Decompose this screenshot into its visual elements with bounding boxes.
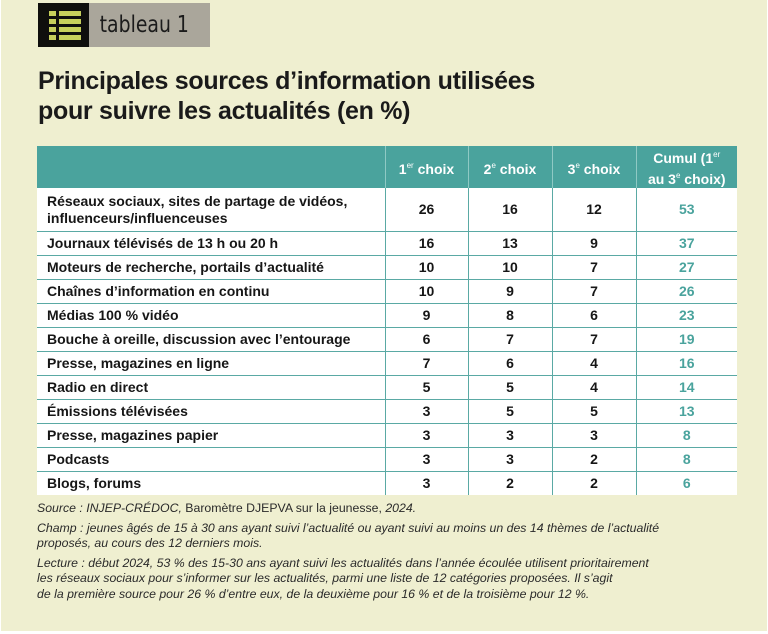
- row-label: Moteurs de recherche, portails d’actualité: [37, 256, 385, 280]
- row-label: Réseaux sociaux, sites de partage de vidéos, influenceurs/influenceuses: [47, 192, 348, 226]
- cell-choice-1: 10: [385, 280, 468, 304]
- cell-choice-1: 6: [385, 328, 468, 352]
- header-source: [37, 146, 385, 188]
- cell-cumul: 6: [636, 472, 737, 496]
- table-row: [37, 352, 737, 376]
- table-row: [37, 424, 737, 448]
- cell-cumul: 23: [636, 304, 737, 328]
- cell-choice-1: 3: [385, 400, 468, 424]
- cell-choice-3: 2: [552, 448, 636, 472]
- cell-choice-2: 2: [468, 472, 552, 496]
- cell-choice-2: 5: [468, 376, 552, 400]
- header-choice-3: 3e choix: [552, 146, 636, 188]
- cell-choice-1: 7: [385, 352, 468, 376]
- row-label: Radio en direct: [37, 376, 385, 400]
- table-row: [37, 280, 737, 304]
- row-label: Presse, magazines en ligne: [37, 352, 385, 376]
- scope-note: Champ : jeunes âgés de 15 à 30 ans ayant suivi l’actualité ou ayant suivi au moins un des 14 thèmes de l’actualité proposés, au cours des 12 derniers mois.: [37, 520, 660, 550]
- table-title: [38, 66, 535, 126]
- table-row: [37, 232, 737, 256]
- cell-cumul: 16: [636, 352, 737, 376]
- cell-cumul: 37: [636, 232, 737, 256]
- row-label: Émissions télévisées: [37, 400, 385, 424]
- cell-cumul: 53: [636, 188, 737, 232]
- cell-choice-2: 6: [468, 352, 552, 376]
- cell-choice-3: 7: [552, 256, 636, 280]
- cell-choice-2: 10: [468, 256, 552, 280]
- row-label: Bouche à oreille, discussion avec l’entourage: [37, 328, 385, 352]
- cell-cumul: 14: [636, 376, 737, 400]
- cell-choice-3: 2: [552, 472, 636, 496]
- data-table: [37, 146, 737, 495]
- row-label: Chaînes d’information en continu: [37, 280, 385, 304]
- cell-choice-3: 4: [552, 352, 636, 376]
- cell-choice-3: 9: [552, 232, 636, 256]
- cell-choice-2: 9: [468, 280, 552, 304]
- cell-choice-3: 7: [552, 280, 636, 304]
- cell-choice-3: 7: [552, 328, 636, 352]
- table-notes: [37, 501, 737, 606]
- title-line-2: pour suivre les actualités (en %): [38, 97, 411, 125]
- row-label: Journaux télévisés de 13 h ou 20 h: [37, 232, 385, 256]
- cell-cumul: 19: [636, 328, 737, 352]
- cell-choice-1: 10: [385, 256, 468, 280]
- table-row: [37, 448, 737, 472]
- cell-choice-3: 6: [552, 304, 636, 328]
- table-row: [37, 304, 737, 328]
- table-number-label: tableau 1: [89, 3, 210, 47]
- cell-choice-2: 3: [468, 448, 552, 472]
- cell-choice-2: 5: [468, 400, 552, 424]
- row-label: Presse, magazines papier: [37, 424, 385, 448]
- reading-note: Lecture : début 2024, 53 % des 15-30 ans ayant suivi les actualités dans l’année écoulée utilisent prioritairement les réseaux sociaux pour s’informer sur les actualités, parmi une liste de 12 catégories proposées. Il s’agit de la première source pour 26 % d’entre eux, de la deuxième pour 16 % et de la troisième pour 12 %.: [37, 555, 649, 601]
- cell-choice-3: 4: [552, 376, 636, 400]
- table-header-row: [37, 146, 737, 188]
- title-line-1: Principales sources d’information utilisées: [38, 67, 535, 95]
- cell-choice-2: 7: [468, 328, 552, 352]
- cell-choice-1: 5: [385, 376, 468, 400]
- table-row: [37, 472, 737, 496]
- cell-choice-1: 3: [385, 472, 468, 496]
- cell-choice-2: 13: [468, 232, 552, 256]
- row-label: Blogs, forums: [37, 472, 385, 496]
- header-choice-2: 2e choix: [468, 146, 552, 188]
- cell-choice-1: 3: [385, 448, 468, 472]
- cell-choice-1: 26: [385, 188, 468, 232]
- cell-cumul: 13: [636, 400, 737, 424]
- header-choice-1: 1er choix: [385, 146, 468, 188]
- cell-choice-2: 16: [468, 188, 552, 232]
- table-row: [37, 400, 737, 424]
- cell-choice-2: 3: [468, 424, 552, 448]
- cell-choice-1: 3: [385, 424, 468, 448]
- table-badge: [38, 3, 210, 47]
- cell-cumul: 8: [636, 424, 737, 448]
- list-table-icon: [38, 3, 89, 47]
- table-row: [37, 256, 737, 280]
- row-label: Podcasts: [37, 448, 385, 472]
- cell-choice-2: 8: [468, 304, 552, 328]
- table-row: [37, 328, 737, 352]
- table-row: [37, 188, 737, 232]
- cell-choice-1: 9: [385, 304, 468, 328]
- table-number-label-box: [89, 3, 210, 47]
- cell-choice-3: 3: [552, 424, 636, 448]
- cell-cumul: 8: [636, 448, 737, 472]
- cell-choice-3: 5: [552, 400, 636, 424]
- source-note: Source : INJEP-CRÉDOC, Baromètre DJEPVA sur la jeunesse, 2024.: [37, 501, 417, 515]
- header-cumul: Cumul (1er au 3e choix): [636, 146, 737, 188]
- cell-cumul: 26: [636, 280, 737, 304]
- cell-cumul: 27: [636, 256, 737, 280]
- table-row: [37, 376, 737, 400]
- row-label: Médias 100 % vidéo: [37, 304, 385, 328]
- cell-choice-1: 16: [385, 232, 468, 256]
- cell-choice-3: 12: [552, 188, 636, 232]
